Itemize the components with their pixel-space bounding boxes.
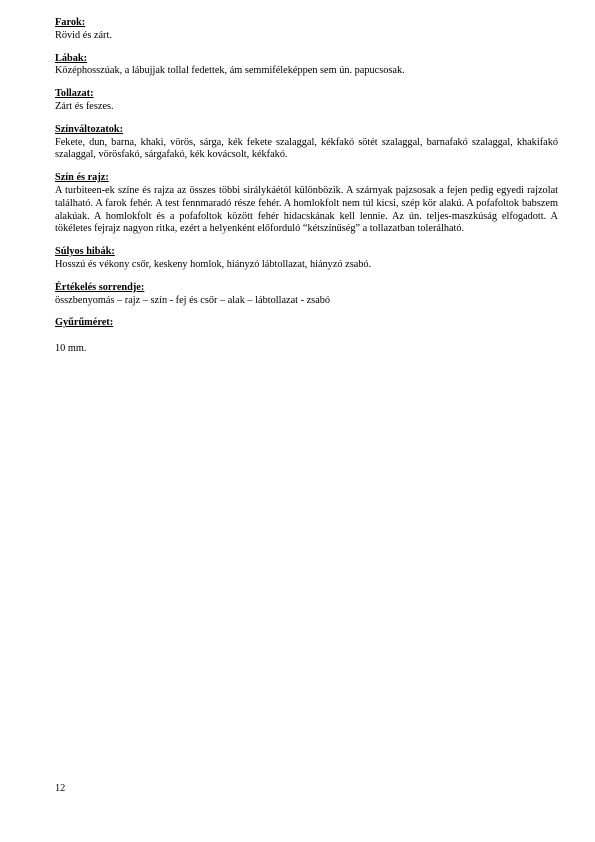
section-text: 10 mm. (55, 343, 87, 355)
page-number: 12 (55, 783, 66, 794)
section-text: Fekete, dun, barna, khaki, vörös, sárga, kék fekete szalaggal, kékfakó sötét szalaggal, barnafakó szalaggal, khakifakó szalaggal, vörösfakó, sárgafakó, kék kovácsolt, kékfakó. (55, 136, 558, 161)
section-serious-faults (55, 246, 558, 272)
section-legs (55, 53, 558, 79)
section-text: A turbiteen-ek színe és rajza az összes többi sirálykáétól különbözik. A szárnyak pajzsosak a fejen pedig egyedi rajzolat található. A farok fehér. A test fennmaradó része fehér. A homlokfolt nem túl kicsi, szép kör alakú. A pofafoltok babszem alakúak. A homlokfolt és a pofafoltok között fehér hidacskának kell lennie. Az ún. teljes-maszkúság elfogadott. A tökéletes fejrajz nagyon ritka, ezért a helyenként előforduló “kétszínűség” a tollazatban tolerálható. (55, 184, 558, 235)
section-heading: Szín és rajz: (55, 172, 109, 184)
section-plumage (55, 88, 558, 114)
section-heading: Lábak: (55, 52, 88, 64)
section-text: Rövid és zárt. (55, 29, 112, 41)
document-body (55, 17, 558, 366)
section-heading: Gyűrűméret: (55, 317, 114, 329)
section-color-and-pattern (55, 172, 558, 236)
section-heading: Tollazat: (55, 88, 94, 100)
section-ring-size (55, 317, 558, 356)
section-text: Hosszú és vékony csőr, keskeny homlok, hiányzó lábtollazat, hiányzó zsabó. (55, 258, 372, 270)
section-heading: Súlyos hibák: (55, 246, 115, 258)
section-heading: Értékelés sorrendje: (55, 281, 145, 293)
section-tail (55, 17, 558, 43)
section-heading: Farok: (55, 17, 86, 28)
section-text: Zárt és feszes. (55, 100, 114, 112)
section-color-varieties (55, 124, 558, 162)
section-text: Középhosszúak, a lábujjak tollal fedettek, ám semmiféleképpen sem ún. papucsosak. (55, 65, 405, 77)
section-text: összbenyomás – rajz – szín - fej és csőr – alak – lábtollazat - zsabó (55, 294, 331, 306)
section-evaluation-order (55, 282, 558, 308)
section-heading: Színváltozatok: (55, 123, 124, 135)
